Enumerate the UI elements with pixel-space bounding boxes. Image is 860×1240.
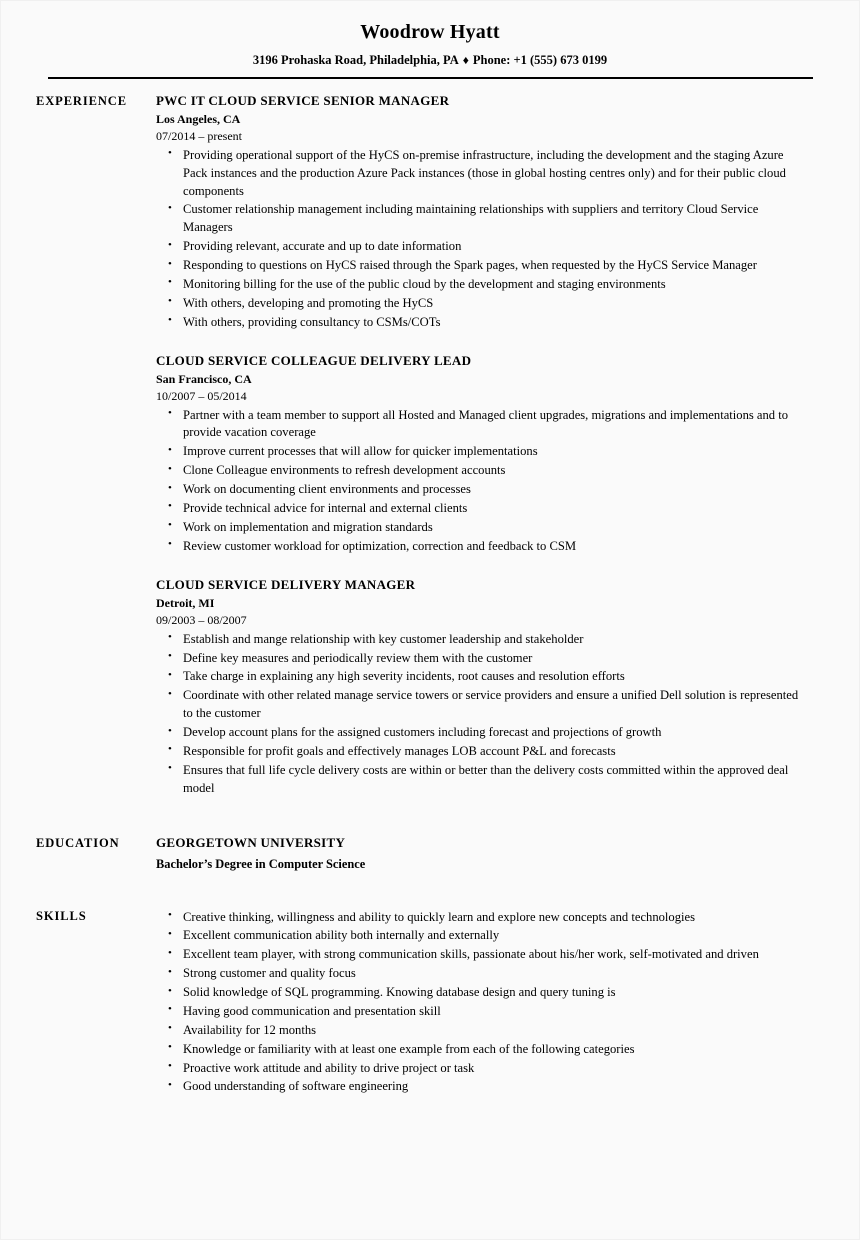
section-experience — [36, 93, 804, 798]
experience-item — [156, 93, 804, 332]
list-item: • Coordinate with other related manage service towers or service providers and ensure a unified Dell solution is represented to the customer — [156, 687, 804, 723]
list-item: • Availability for 12 months — [156, 1022, 804, 1040]
section-skills — [36, 908, 804, 1097]
list-item: • Develop account plans for the assigned customers including forecast and projections of growth — [156, 724, 804, 742]
list-item: • Clone Colleague environments to refresh development accounts — [156, 462, 804, 480]
list-item: • Review customer workload for optimization, correction and feedback to CSM — [156, 538, 804, 556]
list-item: • Having good communication and presentation skill — [156, 1003, 804, 1021]
experience-entries — [156, 93, 804, 798]
list-item: • Take charge in explaining any high severity incidents, root causes and resolution efforts — [156, 668, 804, 686]
diamond-separator-icon: ♦ — [462, 53, 469, 67]
section-education — [36, 835, 804, 873]
candidate-address: 3196 Prohaska Road, Philadelphia, PA — [252, 53, 459, 67]
list-item: • Responsible for profit goals and effectively manages LOB account P&L and forecasts — [156, 743, 804, 761]
job-responsibility-list — [156, 407, 804, 556]
list-item: • Strong customer and quality focus — [156, 965, 804, 983]
list-item: • Good understanding of software engineering — [156, 1078, 804, 1096]
candidate-phone: Phone: +1 (555) 673 0199 — [472, 53, 608, 67]
list-item: • Define key measures and periodically review them with the customer — [156, 650, 804, 668]
list-item: • Establish and mange relationship with key customer leadership and stakeholder — [156, 631, 804, 649]
job-location: Los Angeles, CA — [156, 112, 241, 127]
job-dates: 09/2003 – 08/2007 — [156, 613, 247, 628]
job-responsibility-list — [156, 631, 804, 798]
education-school: GEORGETOWN UNIVERSITY — [156, 834, 346, 850]
list-item: • Solid knowledge of SQL programming. Knowing database design and query tuning is — [156, 984, 804, 1002]
job-title: PWC IT CLOUD SERVICE SENIOR MANAGER — [156, 92, 450, 108]
job-location: San Francisco, CA — [156, 372, 252, 387]
list-item: • Knowledge or familiarity with at least one example from each of the following categories — [156, 1041, 804, 1059]
section-label-skills: SKILLS — [36, 908, 87, 923]
resume-header — [1, 1, 859, 79]
list-item: • Improve current processes that will allow for quicker implementations — [156, 443, 804, 461]
section-label-experience: EXPERIENCE — [36, 93, 127, 108]
list-item: • Providing relevant, accurate and up to date information — [156, 238, 804, 256]
skills-list — [156, 909, 804, 1097]
list-item: • Excellent communication ability both internally and externally — [156, 927, 804, 945]
candidate-name: Woodrow Hyatt — [360, 21, 500, 43]
list-item: • Work on documenting client environments and processes — [156, 481, 804, 499]
education-entries — [156, 835, 804, 873]
list-item: • Excellent team player, with strong communication skills, passionate about his/her work, self-motivated and driven — [156, 946, 804, 964]
job-title: CLOUD SERVICE COLLEAGUE DELIVERY LEAD — [156, 352, 472, 368]
candidate-contact-line — [1, 54, 859, 68]
experience-item — [156, 353, 804, 556]
job-dates: 07/2014 – present — [156, 129, 242, 144]
list-item: • Creative thinking, willingness and ability to quickly learn and explore new concepts and technologies — [156, 909, 804, 927]
list-item: • With others, providing consultancy to CSMs/COTs — [156, 314, 804, 332]
list-item: • Monitoring billing for the use of the public cloud by the development and staging environments — [156, 276, 804, 294]
job-location: Detroit, MI — [156, 596, 215, 611]
list-item: • Provide technical advice for internal and external clients — [156, 500, 804, 518]
list-item: • Responding to questions on HyCS raised through the Spark pages, when requested by the HyCS Service Manager — [156, 257, 804, 275]
list-item: • With others, developing and promoting the HyCS — [156, 295, 804, 313]
job-title: CLOUD SERVICE DELIVERY MANAGER — [156, 576, 416, 592]
resume-content — [1, 79, 859, 1097]
list-item: • Customer relationship management including maintaining relationships with suppliers and territory Cloud Service Managers — [156, 201, 804, 237]
list-item: • Proactive work attitude and ability to drive project or task — [156, 1060, 804, 1078]
education-degree: Bachelor’s Degree in Computer Science — [156, 857, 366, 872]
job-dates: 10/2007 – 05/2014 — [156, 389, 247, 403]
list-item: • Work on implementation and migration standards — [156, 519, 804, 537]
section-label-education: EDUCATION — [36, 835, 120, 850]
list-item: • Ensures that full life cycle delivery costs are within or better than the delivery costs committed within the approved deal model — [156, 762, 804, 798]
job-responsibility-list — [156, 147, 804, 332]
skills-entries — [156, 908, 804, 1097]
list-item: • Providing operational support of the HyCS on-premise infrastructure, including the development and the staging Azure Pack instances and the production Azure Pack instances (those in global hosting centres only) and for their public cloud components — [156, 147, 804, 201]
list-item: • Partner with a team member to support all Hosted and Managed client upgrades, migrations and implementations and to provide vacation coverage — [156, 407, 804, 443]
experience-item — [156, 577, 804, 798]
